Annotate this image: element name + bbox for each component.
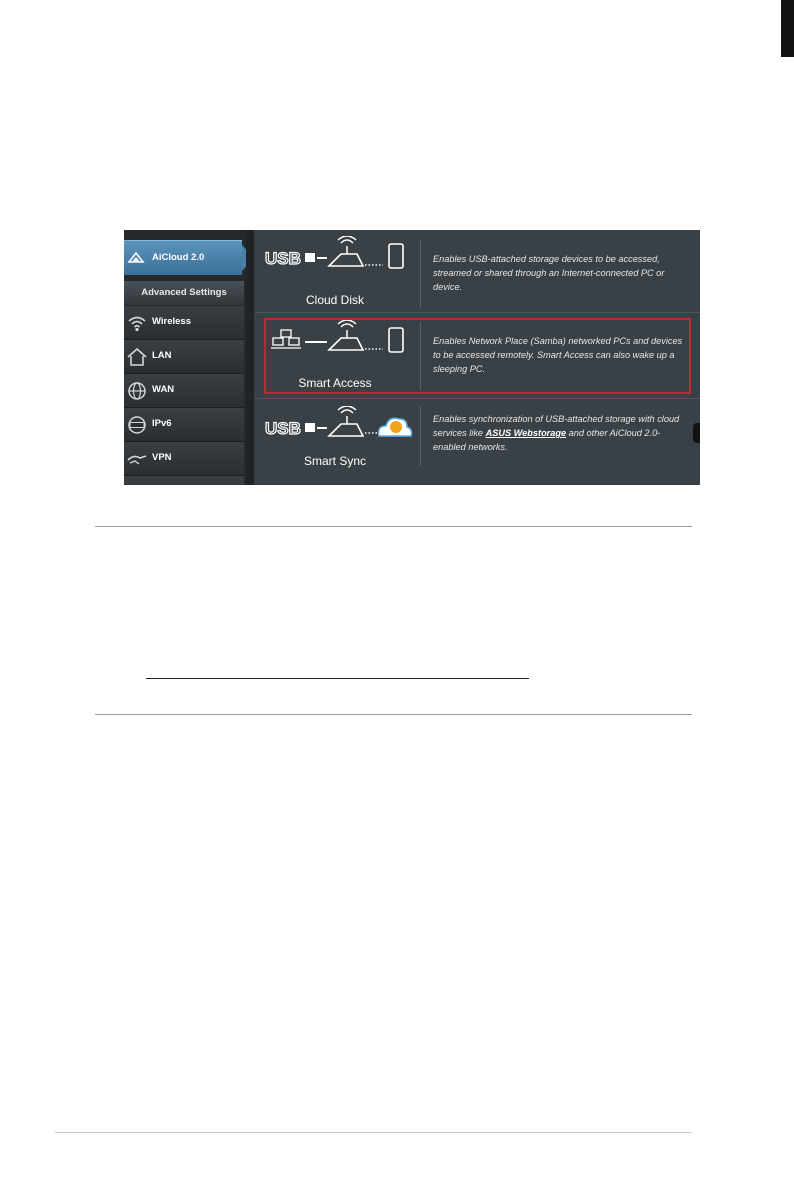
sidebar-item-label: IPv6 [152, 418, 172, 429]
sidebar [124, 230, 246, 485]
sidebar-item-wireless[interactable] [124, 306, 244, 340]
note-top-rule [95, 526, 692, 527]
feature-title: Cloud Disk [305, 293, 365, 307]
sidebar-item-label: AiCloud 2.0 [152, 252, 205, 263]
sidebar-item-vpn[interactable] [124, 442, 244, 476]
feature-smart-sync[interactable] [255, 400, 700, 480]
footer-rule [55, 1132, 692, 1133]
feature-title: Smart Access [298, 376, 372, 390]
advanced-settings-header: Advanced Settings [124, 281, 244, 305]
feature-title: Smart Sync [303, 454, 366, 468]
wifi-icon [126, 312, 148, 334]
sidebar-item-aicloud[interactable] [124, 240, 242, 275]
aicloud-screenshot [124, 230, 700, 485]
cloud-disk-diagram [265, 236, 415, 276]
asus-webstorage-link[interactable]: ASUS Webstorage [485, 428, 567, 438]
svg-text:USB: USB [265, 249, 301, 268]
sidebar-item-label: LAN [152, 350, 172, 361]
vpn-icon [126, 448, 148, 470]
home-icon [126, 346, 148, 368]
sidebar-divider [246, 230, 254, 485]
smart-access-highlight-box [264, 318, 691, 394]
feature-description: Enables synchronization of USB-attached storage with cloud services like ASUS Webstorage and other AiCloud 2.0-enabled networks. [433, 414, 680, 452]
cloud-icon [126, 248, 146, 268]
feature-description: Enables Network Place (Samba) networked PCs and devices to be accessed remotely. Smart Access can also wake up a sleeping PC. [433, 336, 683, 374]
sidebar-item-label: VPN [152, 452, 172, 463]
feature-description: Enables USB-attached storage devices to be accessed, streamed or shared through an Internet-connected PC or device. [433, 254, 665, 292]
smart-sync-diagram [265, 406, 415, 446]
sidebar-item-lan[interactable] [124, 340, 244, 374]
sidebar-item-wan[interactable] [124, 374, 244, 408]
row-separator [255, 398, 700, 399]
page-edge-tab [781, 0, 794, 57]
ipv6-icon [126, 414, 148, 436]
sidebar-item-label: WAN [152, 384, 175, 395]
note-underline [146, 678, 529, 679]
globe-icon [126, 380, 148, 402]
feature-cloud-disk[interactable] [255, 230, 700, 310]
sidebar-item-partial[interactable] [124, 476, 244, 485]
svg-text:USB: USB [265, 419, 301, 438]
row-divider [420, 406, 421, 466]
note-bottom-rule [95, 714, 692, 715]
sidebar-item-ipv6[interactable] [124, 408, 244, 442]
sidebar-item-label: Wireless [152, 316, 191, 327]
row-separator [255, 312, 700, 313]
row-divider [420, 240, 421, 308]
scroll-handle[interactable] [693, 423, 700, 443]
